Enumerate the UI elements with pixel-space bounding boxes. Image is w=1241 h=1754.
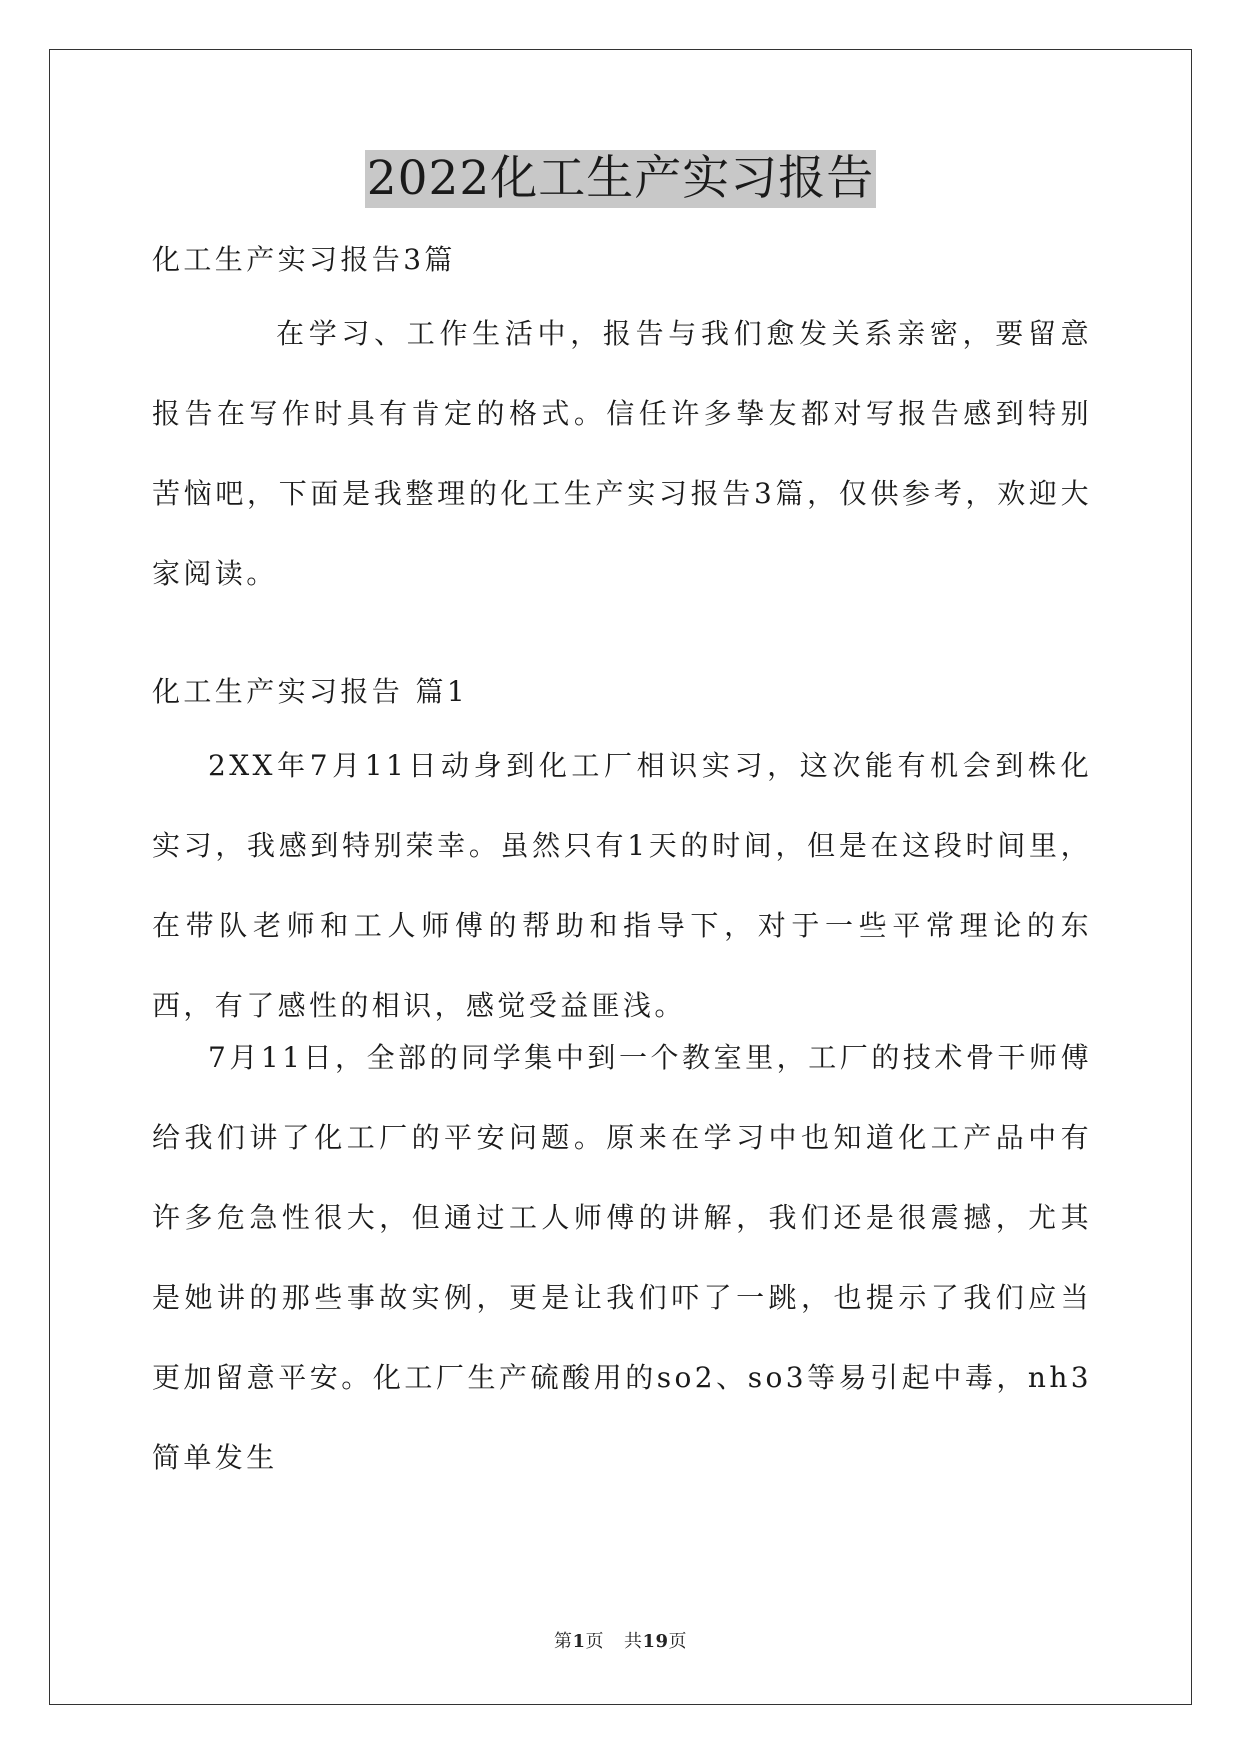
total-prefix: 共 (623, 1631, 643, 1652)
page-current-number: 1 (572, 1631, 586, 1652)
document-subtitle: 化工生产实习报告3篇 (152, 243, 456, 276)
document-title-text: 2022化工生产实习报告 (366, 151, 875, 206)
total-suffix: 页 (668, 1631, 688, 1652)
page-prefix: 第 (553, 1631, 573, 1652)
body-paragraph-2: 7月11日，全部的同学集中到一个教室里，工厂的技术骨干师傅给我们讲了化工厂的平安问题。原来在学习中也知道化工产品中有许多危急性很大，但通过工人师傅的讲解，我们还是很震撼，尤其是她讲的那些事故实例，更是让我们吓了一跳，也提示了我们应当更加留意平安。化工厂生产硫酸用的so2、so3等易引起中毒，nh3简单发生 (152, 1041, 1092, 1474)
document-title (0, 150, 1241, 208)
body-paragraph-1: 2XX年7月11日动身到化工厂相识实习，这次能有机会到株化实习，我感到特别荣幸。虽然只有1天的时间，但是在这段时间里，在带队老师和工人师傅的帮助和指导下，对于一些平常理论的东西，有了感性的相识，感觉受益匪浅。 (152, 749, 1092, 1022)
section-heading: 化工生产实习报告 篇1 (152, 675, 469, 708)
page-footer (0, 1627, 1241, 1653)
page-total-number: 19 (642, 1631, 669, 1652)
page-suffix: 页 (585, 1631, 604, 1652)
intro-paragraph: 在学习、工作生活中，报告与我们愈发关系亲密，要留意报告在写作时具有肯定的格式。信任许多挚友都对写报告感到特别苦恼吧，下面是我整理的化工生产实习报告3篇，仅供参考，欢迎大家阅读。 (152, 317, 1092, 590)
